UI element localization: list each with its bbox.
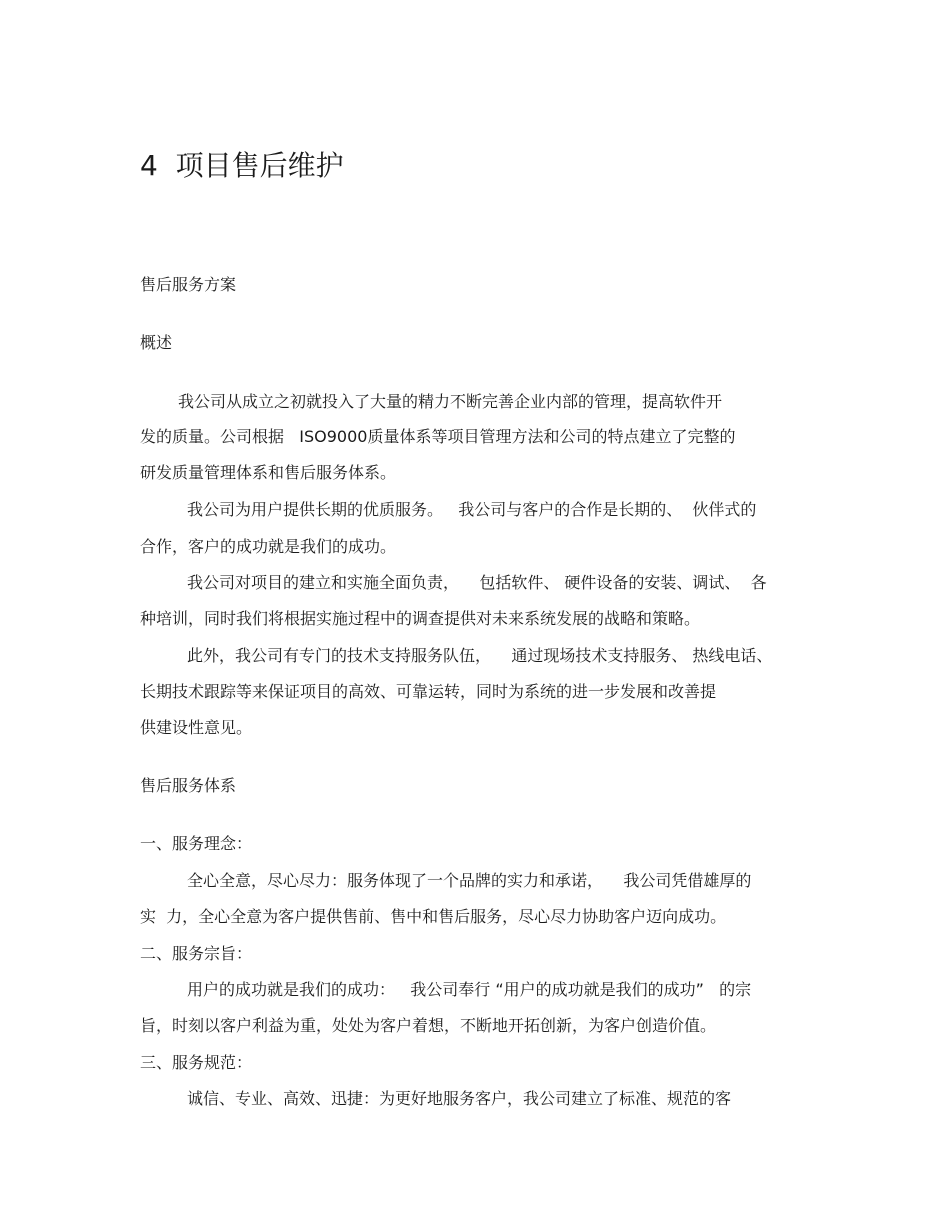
- paragraph-line: 全心全意，尽心尽力：服务体现了一个品牌的实力和承诺， 我公司凭借雄厚的: [187, 871, 752, 890]
- paragraph-line: 发的质量。公司根据 ISO9000质量体系等项目管理方法和公司的特点建立了完整的: [140, 427, 736, 446]
- item-heading-service-standards: 三、服务规范：: [140, 1053, 253, 1072]
- paragraph-line: 此外，我公司有专门的技术支持服务队伍， 通过现场技术支持服务、 热线电话、: [187, 646, 773, 665]
- paragraph-line: 旨，时刻以客户利益为重，处处为客户着想，不断地开拓创新，为客户创造价值。: [140, 1016, 717, 1035]
- paragraph-line: 我公司对项目的建立和实施全面负责， 包括软件、 硬件设备的安装、调试、 各: [187, 573, 767, 592]
- paragraph-line: 种培训，同时我们将根据实施过程中的调查提供对未来系统发展的战略和策略。: [140, 609, 701, 628]
- paragraph-line: 长期技术跟踪等来保证项目的高效、可靠运转，同时为系统的进一步发展和改善提: [140, 682, 717, 701]
- paragraph-line: 诚信、专业、高效、迅捷：为更好地服务客户，我公司建立了标准、规范的客: [187, 1089, 732, 1108]
- item-heading-service-purpose: 二、服务宗旨：: [140, 944, 253, 963]
- chapter-heading: 4 项目售后维护: [140, 149, 344, 182]
- paragraph-line: 供建设性意见。: [140, 718, 253, 737]
- paragraph-line: 用户的成功就是我们的成功： 我公司奉行 “用户的成功就是我们的成功” 的宗: [187, 980, 752, 999]
- paragraph-line: 我公司为用户提供长期的优质服务。 我公司与客户的合作是长期的、 伙伴式的: [187, 500, 757, 519]
- paragraph-line: 研发质量管理体系和售后服务体系。: [140, 463, 397, 482]
- paragraph-line: 实 力，全心全意为客户提供售前、售中和售后服务，尽心尽力协助客户迈向成功。: [140, 907, 727, 926]
- section-title-service-system: 售后服务体系: [140, 776, 237, 795]
- item-heading-service-philosophy: 一、服务理念：: [140, 834, 253, 853]
- section-title-overview: 概述: [140, 333, 173, 352]
- paragraph-line: 我公司从成立之初就投入了大量的精力不断完善企业内部的管理，提高软件开: [178, 392, 723, 411]
- paragraph-line: 合作，客户的成功就是我们的成功。: [140, 537, 397, 556]
- section-title-after-sales-plan: 售后服务方案: [140, 275, 237, 294]
